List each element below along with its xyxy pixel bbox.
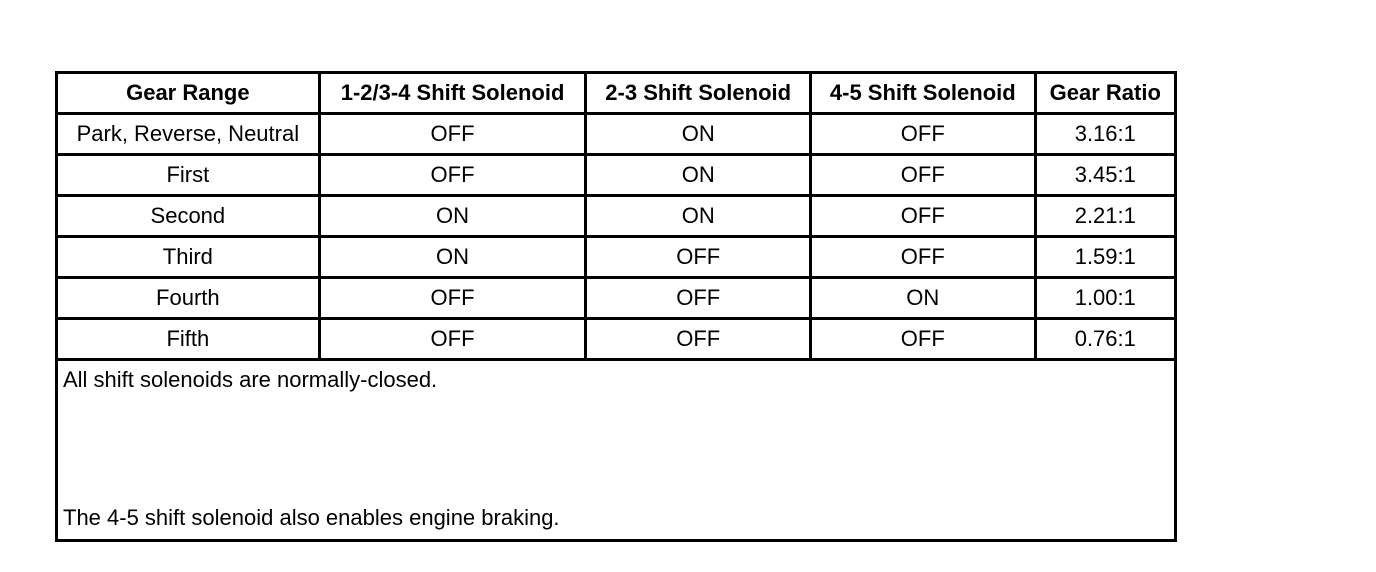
- shift-solenoid-table: [58, 74, 1174, 361]
- table-row: [58, 115, 1174, 156]
- solenoid-1-2-3-4-cell: OFF: [321, 156, 588, 197]
- gear-ratio-cell: 0.76:1: [1037, 320, 1174, 361]
- gear-ratio-cell: 1.59:1: [1037, 238, 1174, 279]
- solenoid-2-3-cell: OFF: [587, 320, 812, 361]
- solenoid-4-5-cell: ON: [812, 279, 1037, 320]
- gear-range-cell: Fourth: [58, 279, 321, 320]
- header-gear-ratio: Gear Ratio: [1037, 74, 1174, 115]
- header-1-2-3-4-shift-solenoid: 1-2/3-4 Shift Solenoid: [321, 74, 588, 115]
- solenoid-2-3-cell: OFF: [587, 279, 812, 320]
- gear-range-cell: Fifth: [58, 320, 321, 361]
- note-engine-braking: The 4-5 shift solenoid also enables engine braking.: [63, 505, 560, 530]
- gear-range-cell: Third: [58, 238, 321, 279]
- solenoid-2-3-cell: ON: [587, 156, 812, 197]
- gear-range-cell: Park, Reverse, Neutral: [58, 115, 321, 156]
- notes-section: [58, 361, 1174, 537]
- table-row: [58, 197, 1174, 238]
- solenoid-1-2-3-4-cell: ON: [321, 238, 588, 279]
- gear-range-cell: First: [58, 156, 321, 197]
- table-row: [58, 238, 1174, 279]
- solenoid-1-2-3-4-cell: OFF: [321, 115, 588, 156]
- solenoid-1-2-3-4-cell: ON: [321, 197, 588, 238]
- header-4-5-shift-solenoid: 4-5 Shift Solenoid: [812, 74, 1037, 115]
- gear-ratio-cell: 3.16:1: [1037, 115, 1174, 156]
- gear-ratio-cell: 1.00:1: [1037, 279, 1174, 320]
- table-row: [58, 320, 1174, 361]
- gear-ratio-cell: 2.21:1: [1037, 197, 1174, 238]
- solenoid-4-5-cell: OFF: [812, 156, 1037, 197]
- solenoid-4-5-cell: OFF: [812, 320, 1037, 361]
- gear-ratio-cell: 3.45:1: [1037, 156, 1174, 197]
- solenoid-4-5-cell: OFF: [812, 115, 1037, 156]
- solenoid-2-3-cell: OFF: [587, 238, 812, 279]
- table-row: [58, 279, 1174, 320]
- solenoid-2-3-cell: ON: [587, 197, 812, 238]
- solenoid-1-2-3-4-cell: OFF: [321, 279, 588, 320]
- solenoid-1-2-3-4-cell: OFF: [321, 320, 588, 361]
- note-normally-closed: All shift solenoids are normally-closed.: [63, 367, 438, 392]
- gear-range-cell: Second: [58, 197, 321, 238]
- solenoid-4-5-cell: OFF: [812, 238, 1037, 279]
- header-2-3-shift-solenoid: 2-3 Shift Solenoid: [587, 74, 812, 115]
- solenoid-chart: [55, 71, 1177, 542]
- solenoid-4-5-cell: OFF: [812, 197, 1037, 238]
- table-header-row: [58, 74, 1174, 115]
- table-row: [58, 156, 1174, 197]
- solenoid-2-3-cell: ON: [587, 115, 812, 156]
- header-gear-range: Gear Range: [58, 74, 321, 115]
